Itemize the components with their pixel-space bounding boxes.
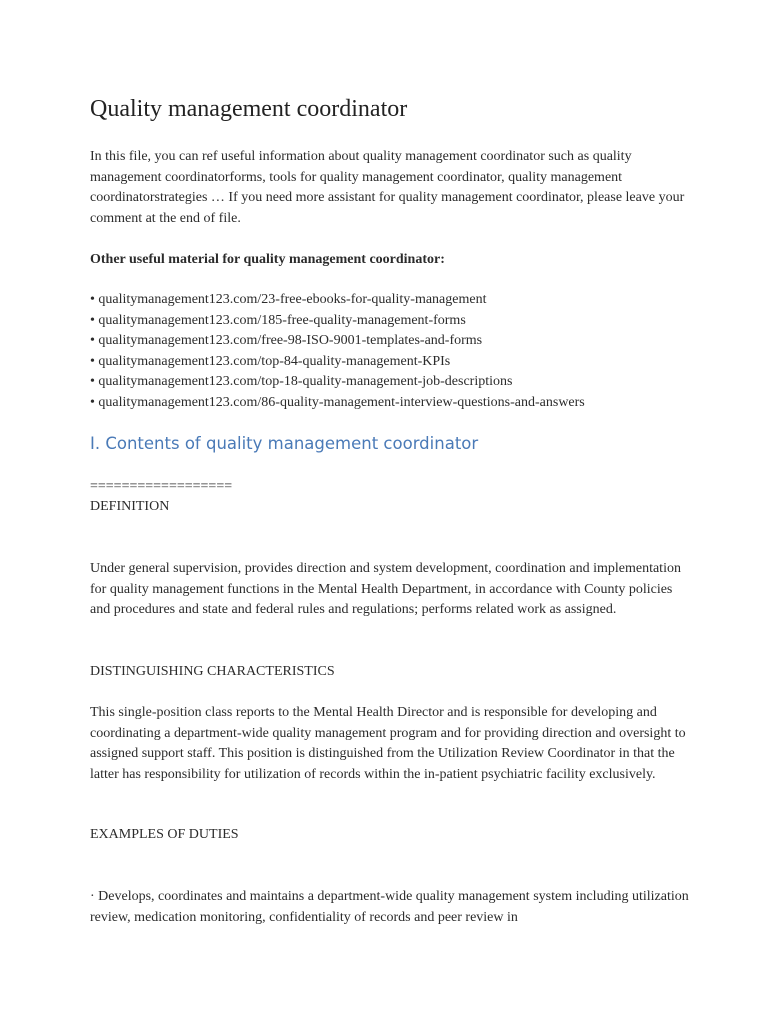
useful-link-item[interactable]: • qualitymanagement123.com/185-free-quality-management-forms [90, 312, 466, 328]
useful-links-list [90, 290, 690, 413]
useful-link-item[interactable]: • qualitymanagement123.com/86-quality-management-interview-questions-and-answers [90, 394, 585, 410]
useful-material-heading: Other useful material for quality management coordinator: [90, 252, 445, 267]
useful-link-item[interactable]: • qualitymanagement123.com/free-98-ISO-9001-templates-and-forms [90, 333, 483, 348]
useful-link-item[interactable]: • qualitymanagement123.com/top-18-quality-management-job-descriptions [90, 374, 513, 389]
separator-line: ================== [90, 479, 233, 494]
useful-link-item[interactable]: • qualitymanagement123.com/top-84-quality-management-KPIs [90, 353, 451, 369]
useful-link-item[interactable]: • qualitymanagement123.com/23-free-ebooks-for-quality-management [90, 292, 487, 307]
distinguishing-paragraph: This single-position class reports to the Mental Health Director and is responsible for developing and coordinating a department-wide quality management program and for providing direction and oversight to assigned support staff. This position is distinguished from the Utilization Review Coordinator in that the latter has responsibility for utilization of records within the in-patient psychiatric facility exclusively. [90, 705, 686, 782]
definition-paragraph: Under general supervision, provides direction and system development, coordination and implementation for quality management functions in the Mental Health Department, in accordance with County policies and procedures and state and federal rules and regulations; performs related work as assigned. [90, 561, 681, 617]
distinguishing-label: DISTINGUISHING CHARACTERISTICS [90, 664, 335, 679]
document-title: Quality management coordinator [90, 96, 408, 122]
definition-label: DEFINITION [90, 499, 170, 514]
intro-paragraph: In this file, you can ref useful information about quality management coordinator such as quality management coordinatorforms, tools for quality management coordinator, quality management coordinatorstrategies … If you need more assistant for quality management coordinator, please leave your comment at the end of file. [90, 149, 685, 226]
duty-item: · Develops, coordinates and maintains a department-wide quality management system including utilization review, medication monitoring, confidentiality of records and peer review in [90, 889, 689, 925]
contents-section-heading: I. Contents of quality management coordinator [90, 434, 479, 453]
examples-label: EXAMPLES OF DUTIES [90, 827, 239, 842]
